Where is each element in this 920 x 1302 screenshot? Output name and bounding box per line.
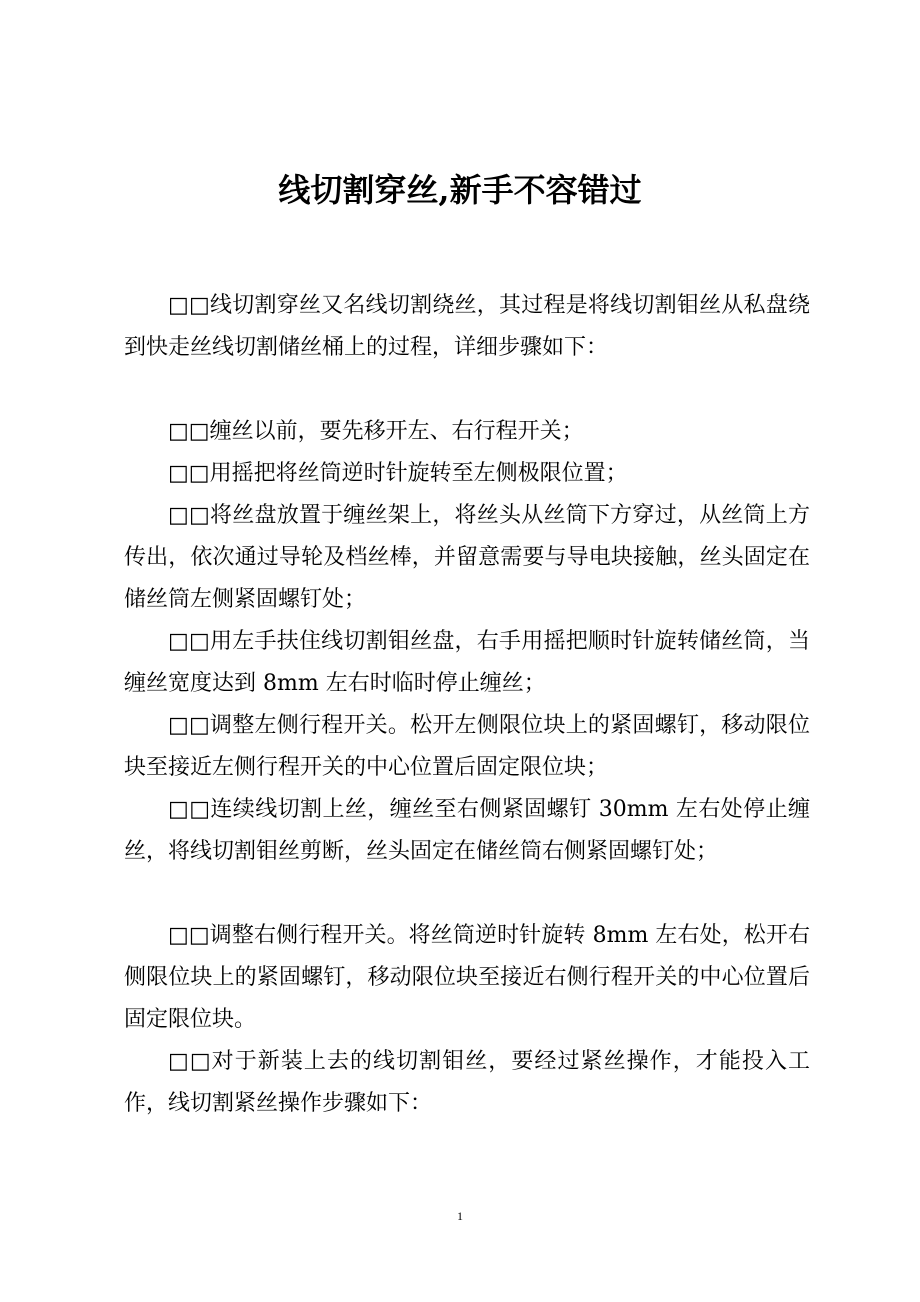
- paragraph-step: □□用左手扶住线切割钼丝盘，右手用摇把顺时针旋转储丝筒，当缠丝宽度达到 8mm 左右时临时停止缠丝；: [124, 629, 810, 696]
- paragraph-spacer: [124, 369, 810, 411]
- paragraph-intro: □□线切割穿丝又名线切割绕丝，其过程是将线切割钼丝从私盘绕到快走丝线切割储丝桶上的过程，详细步骤如下：: [124, 293, 810, 360]
- page-number: 1: [457, 1209, 463, 1223]
- document-body: [124, 285, 810, 1125]
- document-title: 线切割穿丝,新手不容错过: [278, 171, 642, 209]
- paragraph-spacer: [124, 873, 810, 915]
- paragraph-step: □□调整左侧行程开关。松开左侧限位块上的紧固螺钉，移动限位块至接近左侧行程开关的中心位置后固定限位块；: [124, 713, 810, 780]
- paragraph-step: □□用摇把将丝筒逆时针旋转至左侧极限位置；: [168, 461, 628, 486]
- paragraph-step: □□连续线切割上丝，缠丝至右侧紧固螺钉 30mm 左右处停止缠丝，将线切割钼丝剪断，丝头固定在储丝筒右侧紧固螺钉处；: [124, 797, 810, 864]
- paragraph-step: □□缠丝以前，要先移开左、右行程开关；: [168, 419, 584, 444]
- paragraph-step: □□对于新装上去的线切割钼丝，要经过紧丝操作，才能投入工作，线切割紧丝操作步骤如下：: [124, 1049, 810, 1116]
- paragraph-step: □□调整右侧行程开关。将丝筒逆时针旋转 8mm 左右处，松开右侧限位块上的紧固螺钉，移动限位块至接近右侧行程开关的中心位置后固定限位块。: [124, 923, 810, 1032]
- paragraph-step: □□将丝盘放置于缠丝架上，将丝头从丝筒下方穿过，从丝筒上方传出，依次通过导轮及档丝棒，并留意需要与导电块接触，丝头固定在储丝筒左侧紧固螺钉处；: [124, 503, 810, 612]
